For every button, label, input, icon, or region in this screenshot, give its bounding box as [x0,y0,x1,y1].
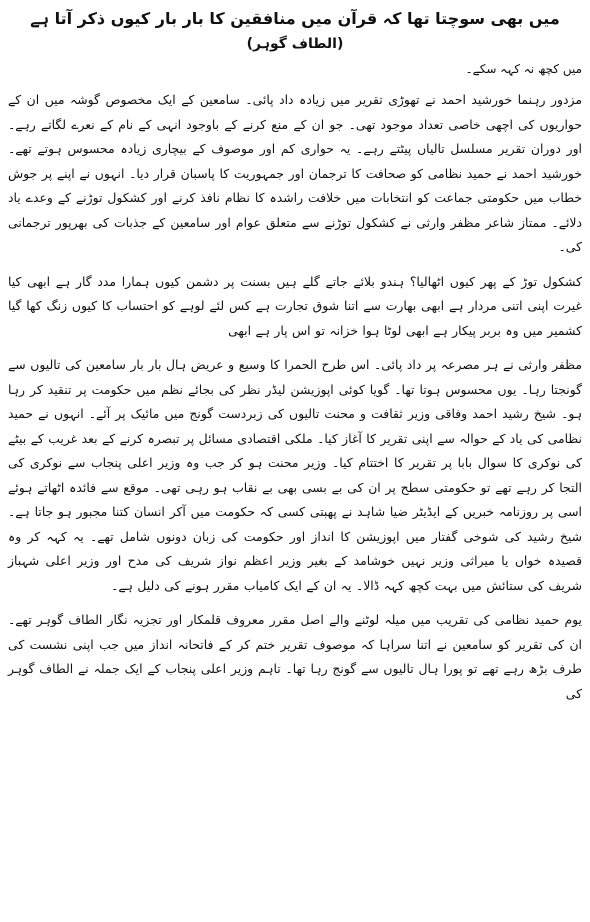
paragraph-3: یوم حمید نظامی کی تقریب میں میلہ لوٹنے والے اصل مقرر معروف قلمکار اور تجزیہ نگار الطاف گوہر تھے۔ ان کی تقریر کو سامعین نے اتنا سراہا کہ موصوف تقریر ختم کر کے فاتحانہ انداز میں جب اپنی نشست کی طرف بڑھ رہے تھے تو پورا ہال تالیوں سے گونج رہا تھا۔ تاہم وزیر اعلی پنجاب کے ایک جملہ نے الطاف گوہر کی [8,612,582,701]
paragraph-2: مظفر وارثی نے ہر مصرعہ پر داد پائی۔ اس طرح الحمرا کا وسیع و عریض ہال بار بار سامعین کی تالیوں سے گونجتا رہا۔ یوں محسوس ہوتا تھا۔ گویا کوئی اپوزیشن لیڈر نظر کی بجائے نظم میں حکومت پر تنقید کر رہا ہو۔ شیخ رشید احمد وفاقی وزیر ثقافت و محنت تالیوں کی زبردست گونج میں مائیک پر آئے۔ انہوں نے حمید نظامی کی یاد کے حوالہ سے اپنی تقریر کا آغاز کیا۔ ملکی اقتصادی مسائل پر تبصرہ کرنے کے بعد غریب کے بیٹے کی نوکری کا سوال بابا پر تقریر کا اختتام کیا۔ وزیر محنت ہو کر جب وہ وزیر اعلی پنجاب سے نوکری کی التجا کر رہے تھے تو حکومتی سطح پر ان کی بے بسی بھی بے نقاب ہو رہی تھی۔ موقع سے فائدہ اٹھاتے ہوئے اسی پر روزنامہ خبریں کے ایڈیٹر ضیا شاہد نے پھبتی کسی کہ حکومت میں آکر انسان کتنا مجبور ہو جاتا ہے۔ شیخ رشید کی شوخی گفتار میں اپوزیشن کا انداز اور حکومت کی زبان دونوں شامل تھے۔ یہ کہہ کر وہ قصیدہ خواں یا میراثی وزیر نہیں خوشامد کے بغیر وزیر اعظم نواز شریف کی مدح اور وزیر اعلی شہباز شریف کی ستائش میں بہت کچھ کہہ ڈالا۔ یہ ان کے ایک کامیاب مقرر ہونے کی دلیل ہے۔ [8,357,582,593]
article-title: میں بھی سوچتا تھا کہ قرآن میں منافقین کا بار بار کیوں ذکر آتا ہے [30,9,560,28]
paragraph-1: مزدور رہنما خورشید احمد نے تھوڑی تقریر میں زیادہ داد پائی۔ سامعین کے ایک مخصوص گوشہ میں ان کے حواریوں کی اچھی خاصی تعداد موجود تھی۔ جو ان کے منع کرنے کے باوجود انہی کے نام کے نعرے لگاتے رہے۔ اور دوران تقریر مسلسل تالیاں پیٹتے رہے۔ یہ حواری کم اور موصوف کے بیچاری زیادہ محسوس ہوتے تھے۔ خورشید احمد نے حمید نظامی کو صحافت کا ترجمان اور جمہوریت کا پاسبان قرار دیا۔ انہوں نے اپنے پر جوش خطاب میں حکومتی جماعت کو انتخابات میں خلافت راشدہ کا نظام نافذ کرنے اور کشکول توڑنے کے وعدے یاد دلائے۔ ممتاز شاعر مظفر وارثی نے کشکول توڑنے سے متعلق عوام اور سامعین کے جذبات کی بھرپور ترجمانی کی۔ [8,92,582,254]
article-byline: (الطاف گوہر) [246,36,344,52]
article-header [8,8,582,54]
lead-line: میں کچھ نہ کہہ سکے۔ [465,62,582,76]
poem-block: کشکول توڑ کے پھر کیوں اٹھالیا؟ ہندو بلائے جاتے گلے ہیں بسنت پر دشمن کیوں ہمارا مدد گار ہے ابھی کیا غیرت اپنی اتنی مردار ہے ابھی بھارت سے اتنا شوق تجارت ہے کس لئے لوہے کو احتساب کا کیوں زنگ کھا گیا کشمیر میں وہ بربر پیکار ہے ابھی لوٹا ہوا خزانہ تو اس پار ہے ابھی [8,273,582,338]
